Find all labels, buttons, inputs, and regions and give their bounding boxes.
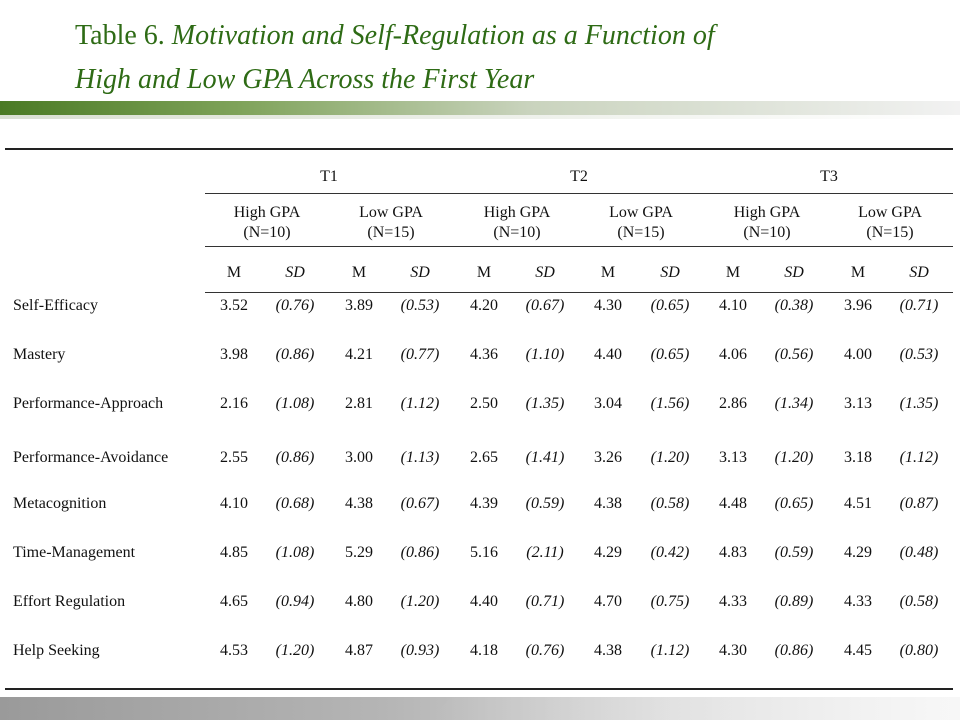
group-n: (N=15) xyxy=(367,224,415,241)
sd-cell: (0.68) xyxy=(275,495,315,512)
mean-cell: 4.87 xyxy=(345,642,373,659)
group-name: Low GPA xyxy=(359,204,423,221)
mean-cell: 4.65 xyxy=(220,593,248,610)
mean-cell: 4.36 xyxy=(470,346,498,363)
group-header xyxy=(858,203,922,243)
group-n: (N=15) xyxy=(866,224,914,241)
mean-cell: 3.52 xyxy=(220,297,248,314)
sd-cell: (1.20) xyxy=(400,593,440,610)
sd-cell: (0.65) xyxy=(650,346,690,363)
group-name: Low GPA xyxy=(609,204,673,221)
mean-cell: 4.40 xyxy=(470,593,498,610)
time-header: T1 xyxy=(320,168,338,185)
mean-header: M xyxy=(476,264,492,281)
sd-cell: (2.11) xyxy=(526,544,564,561)
sd-cell: (0.86) xyxy=(275,346,315,363)
mean-cell: 4.83 xyxy=(719,544,747,561)
mean-cell: 4.29 xyxy=(844,544,872,561)
sd-cell: (0.93) xyxy=(400,642,440,659)
group-n: (N=15) xyxy=(617,224,665,241)
mean-cell: 4.48 xyxy=(719,495,747,512)
group-name: High GPA xyxy=(233,204,301,221)
row-label: Self-Efficacy xyxy=(13,297,98,314)
sd-cell: (1.20) xyxy=(774,449,814,466)
mean-cell: 4.10 xyxy=(719,297,747,314)
sd-cell: (0.67) xyxy=(525,297,565,314)
sd-cell: (0.94) xyxy=(275,593,315,610)
sd-cell: (0.86) xyxy=(275,449,315,466)
mean-cell: 4.18 xyxy=(470,642,498,659)
mean-cell: 4.30 xyxy=(719,642,747,659)
mean-cell: 4.70 xyxy=(594,593,622,610)
sd-cell: (1.10) xyxy=(525,346,565,363)
title-line-1: Motivation and Self-Regulation as a Function of xyxy=(171,20,715,51)
time-header: T3 xyxy=(820,168,838,185)
time-header: T2 xyxy=(570,168,588,185)
mean-cell: 4.21 xyxy=(345,346,373,363)
sd-cell: (1.13) xyxy=(400,449,440,466)
mean-cell: 2.65 xyxy=(470,449,498,466)
mean-cell: 4.06 xyxy=(719,346,747,363)
mean-cell: 4.40 xyxy=(594,346,622,363)
sd-cell: (0.80) xyxy=(899,642,939,659)
mean-cell: 2.55 xyxy=(220,449,248,466)
mean-header: M xyxy=(725,264,741,281)
row-label: Effort Regulation xyxy=(13,593,126,610)
mean-cell: 4.30 xyxy=(594,297,622,314)
table-top-rule xyxy=(5,148,953,150)
mean-cell: 3.00 xyxy=(345,449,373,466)
sd-cell: (0.71) xyxy=(899,297,939,314)
mean-cell: 3.13 xyxy=(844,395,872,412)
sd-cell: (1.12) xyxy=(899,449,939,466)
mean-cell: 4.33 xyxy=(719,593,747,610)
mean-cell: 4.38 xyxy=(594,642,622,659)
row-label: Metacognition xyxy=(13,495,107,512)
group-header xyxy=(359,203,423,243)
mean-cell: 4.51 xyxy=(844,495,872,512)
mean-cell: 5.29 xyxy=(345,544,373,561)
mean-cell: 4.39 xyxy=(470,495,498,512)
title-underline-shadow xyxy=(0,115,960,119)
sd-cell: (0.65) xyxy=(774,495,814,512)
group-n: (N=10) xyxy=(243,224,291,241)
mean-header: M xyxy=(600,264,616,281)
mean-cell: 5.16 xyxy=(470,544,498,561)
group-header xyxy=(609,203,673,243)
sd-header: SD xyxy=(784,264,804,281)
sd-cell: (1.35) xyxy=(899,395,939,412)
group-n: (N=10) xyxy=(743,224,791,241)
mean-cell: 4.29 xyxy=(594,544,622,561)
time-header-rule xyxy=(205,193,953,194)
group-name: High GPA xyxy=(733,204,801,221)
sd-cell: (0.48) xyxy=(899,544,939,561)
sd-cell: (0.77) xyxy=(400,346,440,363)
sd-cell: (0.42) xyxy=(650,544,690,561)
sd-cell: (0.86) xyxy=(400,544,440,561)
mean-cell: 4.10 xyxy=(220,495,248,512)
row-label: Mastery xyxy=(13,346,66,363)
mean-cell: 4.53 xyxy=(220,642,248,659)
group-n: (N=10) xyxy=(493,224,541,241)
mean-cell: 2.81 xyxy=(345,395,373,412)
sd-cell: (0.76) xyxy=(275,297,315,314)
mean-cell: 4.20 xyxy=(470,297,498,314)
mean-header: M xyxy=(351,264,367,281)
group-header xyxy=(734,203,801,243)
group-header xyxy=(234,203,301,243)
title-prefix: Table 6. xyxy=(75,20,165,51)
sd-header: SD xyxy=(535,264,555,281)
sd-header: SD xyxy=(285,264,305,281)
row-label: Time-Management xyxy=(13,544,136,561)
sd-cell: (0.65) xyxy=(650,297,690,314)
slide-title xyxy=(75,14,935,102)
sd-cell: (1.56) xyxy=(650,395,690,412)
sd-cell: (0.56) xyxy=(774,346,814,363)
mean-cell: 2.16 xyxy=(220,395,248,412)
stat-header-rule xyxy=(205,292,953,293)
mean-cell: 3.18 xyxy=(844,449,872,466)
title-underline-bar xyxy=(0,101,960,115)
mean-cell: 4.00 xyxy=(844,346,872,363)
mean-cell: 4.38 xyxy=(594,495,622,512)
sd-cell: (0.67) xyxy=(400,495,440,512)
mean-cell: 3.98 xyxy=(220,346,248,363)
mean-header: M xyxy=(850,264,866,281)
sd-header: SD xyxy=(660,264,680,281)
sd-cell: (0.87) xyxy=(899,495,939,512)
sd-cell: (1.20) xyxy=(275,642,315,659)
group-header-rule xyxy=(205,246,953,247)
sd-header: SD xyxy=(909,264,929,281)
sd-cell: (1.08) xyxy=(275,544,315,561)
sd-cell: (0.58) xyxy=(899,593,939,610)
group-name: Low GPA xyxy=(858,204,922,221)
sd-cell: (1.35) xyxy=(525,395,565,412)
sd-cell: (0.58) xyxy=(650,495,690,512)
mean-cell: 2.86 xyxy=(719,395,747,412)
mean-cell: 2.50 xyxy=(470,395,498,412)
row-label: Performance-Approach xyxy=(13,395,164,412)
sd-cell: (0.38) xyxy=(774,297,814,314)
mean-cell: 4.45 xyxy=(844,642,872,659)
sd-cell: (0.59) xyxy=(525,495,565,512)
group-header xyxy=(484,203,551,243)
sd-cell: (0.86) xyxy=(774,642,814,659)
sd-cell: (0.76) xyxy=(525,642,565,659)
sd-cell: (0.53) xyxy=(400,297,440,314)
sd-cell: (1.08) xyxy=(275,395,315,412)
sd-cell: (1.34) xyxy=(774,395,814,412)
table-bottom-rule xyxy=(5,688,953,690)
mean-cell: 4.80 xyxy=(345,593,373,610)
sd-cell: (1.41) xyxy=(525,449,565,466)
title-line-2: High and Low GPA Across the First Year xyxy=(75,64,535,95)
mean-header: M xyxy=(226,264,242,281)
mean-cell: 4.38 xyxy=(345,495,373,512)
sd-cell: (1.12) xyxy=(650,642,690,659)
row-label: Help Seeking xyxy=(13,642,100,659)
sd-cell: (0.53) xyxy=(899,346,939,363)
mean-cell: 3.13 xyxy=(719,449,747,466)
footer-highlight xyxy=(430,697,960,720)
sd-header: SD xyxy=(410,264,430,281)
sd-cell: (0.75) xyxy=(650,593,690,610)
row-label: Performance-Avoidance xyxy=(13,449,169,466)
sd-cell: (0.89) xyxy=(774,593,814,610)
sd-cell: (1.20) xyxy=(650,449,690,466)
sd-cell: (0.71) xyxy=(525,593,565,610)
mean-cell: 4.33 xyxy=(844,593,872,610)
mean-cell: 3.04 xyxy=(594,395,622,412)
mean-cell: 3.96 xyxy=(844,297,872,314)
mean-cell: 3.89 xyxy=(345,297,373,314)
group-name: High GPA xyxy=(483,204,551,221)
sd-cell: (0.59) xyxy=(774,544,814,561)
mean-cell: 3.26 xyxy=(594,449,622,466)
sd-cell: (1.12) xyxy=(400,395,440,412)
mean-cell: 4.85 xyxy=(220,544,248,561)
